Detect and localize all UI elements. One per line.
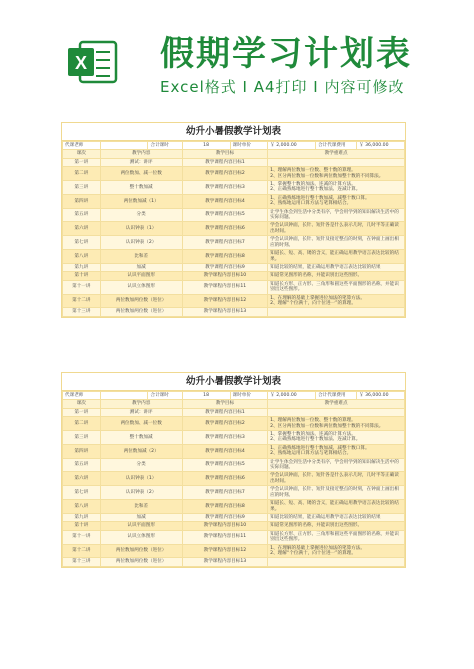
table-row: [63, 558, 405, 566]
info-cell: 代课老师: [63, 392, 101, 400]
table-row: [63, 294, 405, 308]
lesson-cell[interactable]: 第十三讲: [63, 558, 101, 566]
goal-cell[interactable]: 教学课程内容目标9: [182, 513, 267, 521]
lesson-cell[interactable]: 第八讲: [63, 500, 101, 514]
focus-cell[interactable]: [268, 308, 405, 316]
lesson-cell[interactable]: 第五讲: [63, 458, 101, 472]
column-header: 教学重难点: [268, 150, 405, 158]
page-title: 假期学习计划表: [160, 34, 412, 74]
focus-cell[interactable]: 学会认识钟面，长针、短针及接近整点的时刻，在钟面上画出相应的时刻。: [268, 236, 405, 250]
lesson-cell[interactable]: 第八讲: [63, 250, 101, 264]
table-row: [63, 308, 405, 316]
goal-cell[interactable]: 教学课程内容目标13: [182, 308, 267, 316]
info-cell: 代课老师: [63, 142, 101, 150]
info-cell[interactable]: ￥ 36,000.00: [357, 142, 405, 150]
content-cell[interactable]: 认识平面图形: [100, 272, 182, 280]
goal-cell[interactable]: 教学课程内容目标3: [182, 431, 267, 445]
focus-cell[interactable]: 学会认识钟面，长针、短针各是什么表示几时，几时半等正确读出时间。: [268, 472, 405, 486]
lesson-cell[interactable]: 第四讲: [63, 194, 101, 208]
info-row: [63, 392, 405, 400]
goal-cell[interactable]: 教学课程内容目标4: [182, 444, 267, 458]
goal-cell[interactable]: 教学课程内容目标2: [182, 167, 267, 181]
info-cell: 合计课时: [148, 392, 182, 400]
focus-cell[interactable]: 知道常见图形的名称，并能识别出这些图形。: [268, 522, 405, 530]
goal-cell[interactable]: 教学课程内容目标3: [182, 181, 267, 195]
lesson-cell[interactable]: 第一讲: [63, 408, 101, 416]
lesson-cell[interactable]: 第七讲: [63, 236, 101, 250]
content-cell[interactable]: 加减: [100, 513, 182, 521]
plan-table: [62, 391, 405, 567]
info-cell[interactable]: [100, 392, 148, 400]
info-cell[interactable]: 18: [182, 392, 230, 400]
info-cell[interactable]: ￥ 2,000.00: [268, 392, 316, 400]
sheet-title: 幼升小暑假教学计划表: [62, 373, 405, 391]
focus-cell[interactable]: 知道比较的结果，能正确运用教学语言表达比较的结果: [268, 263, 405, 271]
goal-cell[interactable]: 教学课程内容目标9: [182, 263, 267, 271]
lesson-cell[interactable]: 第六讲: [63, 222, 101, 236]
content-cell[interactable]: 认识立体图形: [100, 530, 182, 544]
lesson-cell[interactable]: 第七讲: [63, 486, 101, 500]
focus-cell[interactable]: 1、掌握整十数的加法、连减的计算方法。 2、正确熟练地进行整十数加法、连减计算。: [268, 181, 405, 195]
table-row: [63, 280, 405, 294]
table-row: [63, 544, 405, 558]
column-header: 教学重难点: [268, 400, 405, 408]
table-row: [63, 181, 405, 195]
table-row: [63, 486, 405, 500]
focus-cell[interactable]: 学会认识钟面，长针、短针及接近整点的时刻，在钟面上画出相应的时刻。: [268, 486, 405, 500]
plan-sheet: [61, 122, 406, 318]
table-row: [63, 208, 405, 222]
sheet-title: 幼升小暑假教学计划表: [62, 123, 405, 141]
info-cell[interactable]: 18: [182, 142, 230, 150]
info-cell: 课时单价: [230, 392, 268, 400]
table-row: [63, 500, 405, 514]
goal-cell[interactable]: 教学课程内容目标8: [182, 500, 267, 514]
lesson-cell[interactable]: 第九讲: [63, 513, 101, 521]
table-row: [63, 472, 405, 486]
table-row: [63, 417, 405, 431]
focus-cell[interactable]: 1、在理解的基础上掌握进位加法的笔算方法。 2、理解“个位满十，向十位进一”的算理。: [268, 294, 405, 308]
content-cell[interactable]: 测试：讲评: [100, 158, 182, 166]
content-cell[interactable]: 分类: [100, 458, 182, 472]
focus-cell[interactable]: 1、正确熟练地进行整十数加减、减整十数口算。 2、熟练地运用口算方法与笔算相结合。: [268, 194, 405, 208]
banner: [0, 0, 474, 112]
goal-cell[interactable]: 教学课程内容目标10: [182, 522, 267, 530]
table-row: [63, 458, 405, 472]
plan-sheet: [61, 372, 406, 568]
lesson-cell[interactable]: 第十一讲: [63, 530, 101, 544]
focus-cell[interactable]: 1、理解两位数加一位数、整十数的算理。 2、区分两位数加一位数和两位数加整十数的不同算法。: [268, 167, 405, 181]
content-cell[interactable]: 认识钟表（2）: [100, 236, 182, 250]
content-cell[interactable]: 认识平面图形: [100, 522, 182, 530]
info-cell: 合计代课费用: [316, 392, 357, 400]
focus-cell[interactable]: 让学生体会到生活中分类有序，学会用学到的知识解决生活中的实际问题。: [268, 458, 405, 472]
info-cell[interactable]: ￥ 2,000.00: [268, 142, 316, 150]
column-header: 教学内容: [100, 150, 182, 158]
content-cell[interactable]: 两位数加减（1）: [100, 194, 182, 208]
focus-cell[interactable]: 知道长、短、高、矮的含义，能正确运用教学语言表达比较的结果。: [268, 250, 405, 264]
focus-cell[interactable]: 1、在理解的基础上掌握进位加法的笔算方法。 2、理解“个位满十，向十位进一”的算理。: [268, 544, 405, 558]
table-row: [63, 431, 405, 445]
content-cell[interactable]: 两位数加两位数（进位）: [100, 294, 182, 308]
plan-table: [62, 141, 405, 317]
lesson-cell[interactable]: 第一讲: [63, 158, 101, 166]
content-cell[interactable]: 两位数加两位数（进位）: [100, 544, 182, 558]
focus-cell[interactable]: 知道长方形、正方形、三角形和圆这些平面图形的名称，并能识别出这些图形。: [268, 530, 405, 544]
goal-cell[interactable]: 教学课程内容目标8: [182, 250, 267, 264]
table-row: [63, 530, 405, 544]
content-cell[interactable]: 认识立体图形: [100, 280, 182, 294]
content-cell[interactable]: 分类: [100, 208, 182, 222]
goal-cell[interactable]: 教学课程内容目标12: [182, 294, 267, 308]
focus-cell[interactable]: 知道常见图形的名称，并能识别出这些图形。: [268, 272, 405, 280]
focus-cell[interactable]: 让学生体会到生活中分类有序，学会用学到的知识解决生活中的实际问题。: [268, 208, 405, 222]
header-row: [63, 400, 405, 408]
lesson-cell[interactable]: 第十讲: [63, 522, 101, 530]
table-row: [63, 444, 405, 458]
content-cell[interactable]: 比和差: [100, 250, 182, 264]
lesson-cell[interactable]: 第十二讲: [63, 544, 101, 558]
lesson-cell[interactable]: 第十二讲: [63, 294, 101, 308]
goal-cell[interactable]: 教学课程内容目标7: [182, 486, 267, 500]
focus-cell[interactable]: 1、理解两位数加一位数、整十数的算理。 2、区分两位数加一位数和两位数加整十数的不同算法。: [268, 417, 405, 431]
content-cell[interactable]: 加减: [100, 263, 182, 271]
focus-cell[interactable]: 学会认识钟面，长针、短针各是什么表示几时，几时半等正确读出时间。: [268, 222, 405, 236]
content-cell[interactable]: 比和差: [100, 500, 182, 514]
lesson-cell[interactable]: 第二讲: [63, 417, 101, 431]
goal-cell[interactable]: 教学课程内容目标10: [182, 272, 267, 280]
info-cell[interactable]: ￥ 36,000.00: [357, 392, 405, 400]
info-row: [63, 142, 405, 150]
goal-cell[interactable]: 教学课程内容目标6: [182, 472, 267, 486]
content-cell[interactable]: 认识钟表（1）: [100, 222, 182, 236]
lesson-cell[interactable]: 第四讲: [63, 444, 101, 458]
focus-cell[interactable]: [268, 408, 405, 416]
goal-cell[interactable]: 教学课程内容目标12: [182, 544, 267, 558]
lesson-cell[interactable]: 第十讲: [63, 272, 101, 280]
focus-cell[interactable]: 知道比较的结果，能正确运用教学语言表达比较的结果: [268, 513, 405, 521]
table-row: [63, 272, 405, 280]
table-row: [63, 250, 405, 264]
table-row: [63, 513, 405, 521]
info-cell: 课时单价: [230, 142, 268, 150]
lesson-cell[interactable]: 第十一讲: [63, 280, 101, 294]
table-row: [63, 158, 405, 166]
lesson-cell[interactable]: 第十三讲: [63, 308, 101, 316]
goal-cell[interactable]: 教学课程内容目标5: [182, 458, 267, 472]
goal-cell[interactable]: 教学课程内容目标1: [182, 408, 267, 416]
lesson-cell[interactable]: 第五讲: [63, 208, 101, 222]
lesson-cell[interactable]: 第九讲: [63, 263, 101, 271]
content-cell[interactable]: 两位数加、减一位数: [100, 417, 182, 431]
content-cell[interactable]: 认识钟表（1）: [100, 472, 182, 486]
goal-cell[interactable]: 教学课程内容目标11: [182, 530, 267, 544]
header-row: [63, 150, 405, 158]
goal-cell[interactable]: 教学课程内容目标1: [182, 158, 267, 166]
focus-cell[interactable]: [268, 558, 405, 566]
table-row: [63, 194, 405, 208]
column-header: 课次: [63, 400, 101, 408]
content-cell[interactable]: 整十数加减: [100, 181, 182, 195]
focus-cell[interactable]: 1、正确熟练地进行整十数加减、减整十数口算。 2、熟练地运用口算方法与笔算相结合。: [268, 444, 405, 458]
info-cell[interactable]: [100, 142, 148, 150]
goal-cell[interactable]: 教学课程内容目标5: [182, 208, 267, 222]
content-cell[interactable]: 两位数加两位数（进位）: [100, 558, 182, 566]
goal-cell[interactable]: 教学课程内容目标4: [182, 194, 267, 208]
content-cell[interactable]: 认识钟表（2）: [100, 486, 182, 500]
page-subtitle: Excel格式 Ⅰ A4打印 Ⅰ 内容可修改: [160, 78, 405, 96]
column-header: 教学目标: [182, 150, 267, 158]
goal-cell[interactable]: 教学课程内容目标7: [182, 236, 267, 250]
goal-cell[interactable]: 教学课程内容目标13: [182, 558, 267, 566]
content-cell[interactable]: 两位数加减（2）: [100, 444, 182, 458]
focus-cell[interactable]: 1、掌握整十数的加法、连减的计算方法。 2、正确熟练地进行整十数加法、连减计算。: [268, 431, 405, 445]
goal-cell[interactable]: 教学课程内容目标2: [182, 417, 267, 431]
content-cell[interactable]: 两位数加两位数（进位）: [100, 308, 182, 316]
goal-cell[interactable]: 教学课程内容目标6: [182, 222, 267, 236]
lesson-cell[interactable]: 第二讲: [63, 167, 101, 181]
lesson-cell[interactable]: 第三讲: [63, 181, 101, 195]
lesson-cell[interactable]: 第六讲: [63, 472, 101, 486]
content-cell[interactable]: 整十数加减: [100, 431, 182, 445]
column-header: 教学内容: [100, 400, 182, 408]
lesson-cell[interactable]: 第三讲: [63, 431, 101, 445]
column-header: 课次: [63, 150, 101, 158]
table-row: [63, 522, 405, 530]
focus-cell[interactable]: 知道长方形、正方形、三角形和圆这些平面图形的名称，并能识别出这些图形。: [268, 280, 405, 294]
table-row: [63, 222, 405, 236]
table-row: [63, 263, 405, 271]
info-cell: 合计课时: [148, 142, 182, 150]
table-row: [63, 408, 405, 416]
focus-cell[interactable]: 知道长、短、高、矮的含义，能正确运用教学语言表达比较的结果。: [268, 500, 405, 514]
content-cell[interactable]: 两位数加、减一位数: [100, 167, 182, 181]
focus-cell[interactable]: [268, 158, 405, 166]
table-row: [63, 167, 405, 181]
table-row: [63, 236, 405, 250]
content-cell[interactable]: 测试：讲评: [100, 408, 182, 416]
column-header: 教学目标: [182, 400, 267, 408]
svg-text:X: X: [74, 53, 88, 73]
excel-icon: [66, 38, 118, 86]
goal-cell[interactable]: 教学课程内容目标11: [182, 280, 267, 294]
info-cell: 合计代课费用: [316, 142, 357, 150]
